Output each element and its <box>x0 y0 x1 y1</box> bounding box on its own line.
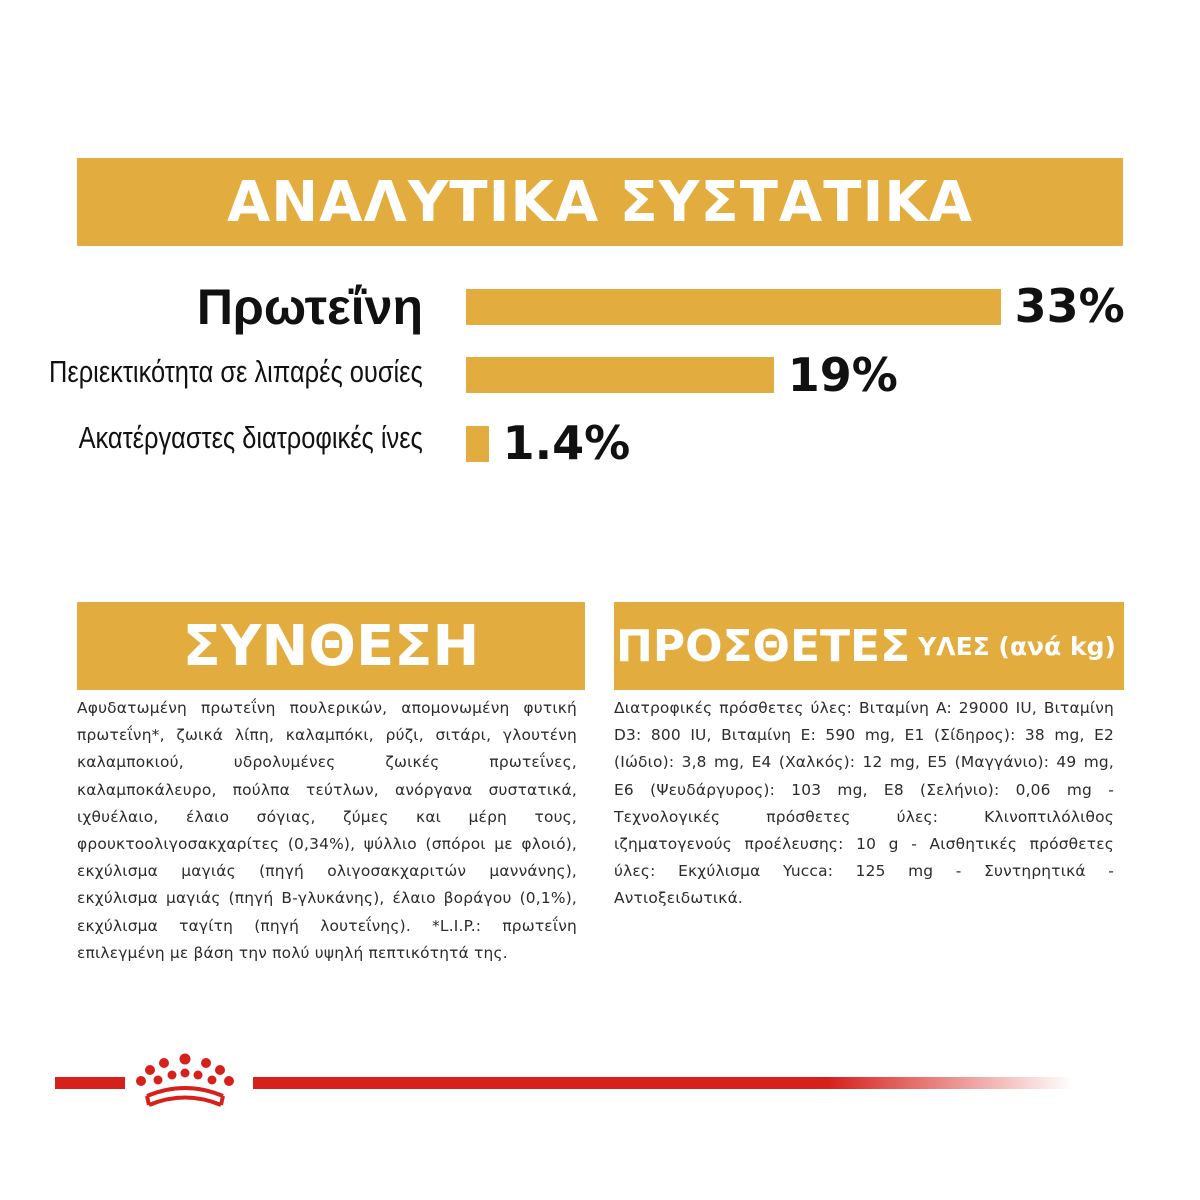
fiber-label: Ακατέργαστες διατροφικές ίνες <box>78 420 423 455</box>
analysis-title-banner <box>77 158 1123 246</box>
protein-bar <box>466 289 1001 325</box>
additives-title-banner <box>614 602 1124 690</box>
fat-label: Περιεκτικότητα σε λιπαρές ουσίες <box>49 354 423 389</box>
additives-text: Διατροφικές πρόσθετες ύλες: Βιταμίνη A: 29000 IU, Βιταμίνη D3: 800 IU, Βιταμίνη E: 590 mg, E1 (Σίδηρος): 38 mg, E2 (Ιώδιο): 3,8 mg, E4 (Χαλκός): 12 mg, E5 (Μαγγάνιο): 49 mg, E6 (Ψευδάργυρος): 103 mg, E8 (Σελήνιο): 0,06 mg - Τεχνολογικές πρόσθετες ύλες: Κλινοπτιλόλιθος ιζηματογενούς προέλευσης: 10 g - Αισθητικές πρόσθετες ύλες: Εκχύλισμα Yucca: 125 mg - Συντηρητικά - Αντιοξειδωτικά. <box>614 699 1114 908</box>
fiber-value: 1.4% <box>502 416 631 470</box>
composition-text: Αφυδατωμένη πρωτεΐνη πουλερικών, απομονωμένη φυτική πρωτεΐνη*, ζωικά λίπη, καλαμπόκι, ρύζι, σιτάρι, γλουτένη καλαμποκιού, υδρολυμένες ζωικές πρωτεΐνες, καλαμποκάλευρο, πούλπα τεύτλων, ανόργανα συστατικά, ιχθυέλαιο, έλαιο σόγιας, ζύμες και μέρη τους, φρουκτοολιγοσακχαρίτες (0,34%), ψύλλιο (σπόροι με φλοιό), εκχύλισμα μαγιάς (πηγή ολιγοσακχαριτών μαννάνης), εκχύλισμα μαγιάς (πηγή Β-γλυκάνης), έλαιο βοράγου (0,1%), εκχύλισμα ταγίτη (πηγή λουτεΐνης). *L.I.P.: πρωτεΐνη επιλεγμένη με βάση την πολύ υψηλή πεπτικότητά της. <box>77 699 577 962</box>
analysis-title: ΑΝΑΛΥΤΙΚΑ ΣΥΣΤΑΤΙΚΑ <box>226 169 974 235</box>
fat-value: 19% <box>787 348 898 402</box>
fiber-bar <box>466 426 489 462</box>
composition-title-banner <box>77 602 585 690</box>
footer-line-left <box>55 1077 125 1089</box>
protein-value: 33% <box>1014 279 1125 333</box>
protein-label: Πρωτεΐνη <box>196 279 423 335</box>
additives-subtitle: ΥΛΕΣ (ανά kg) <box>918 631 1116 661</box>
composition-title: ΣΥΝΘΕΣΗ <box>182 613 480 679</box>
fat-bar <box>466 357 774 393</box>
additives-title: ΠΡΟΣΘΕΤΕΣ <box>616 620 911 672</box>
footer-line-right <box>253 1077 1073 1089</box>
crown-icon <box>127 1050 243 1112</box>
